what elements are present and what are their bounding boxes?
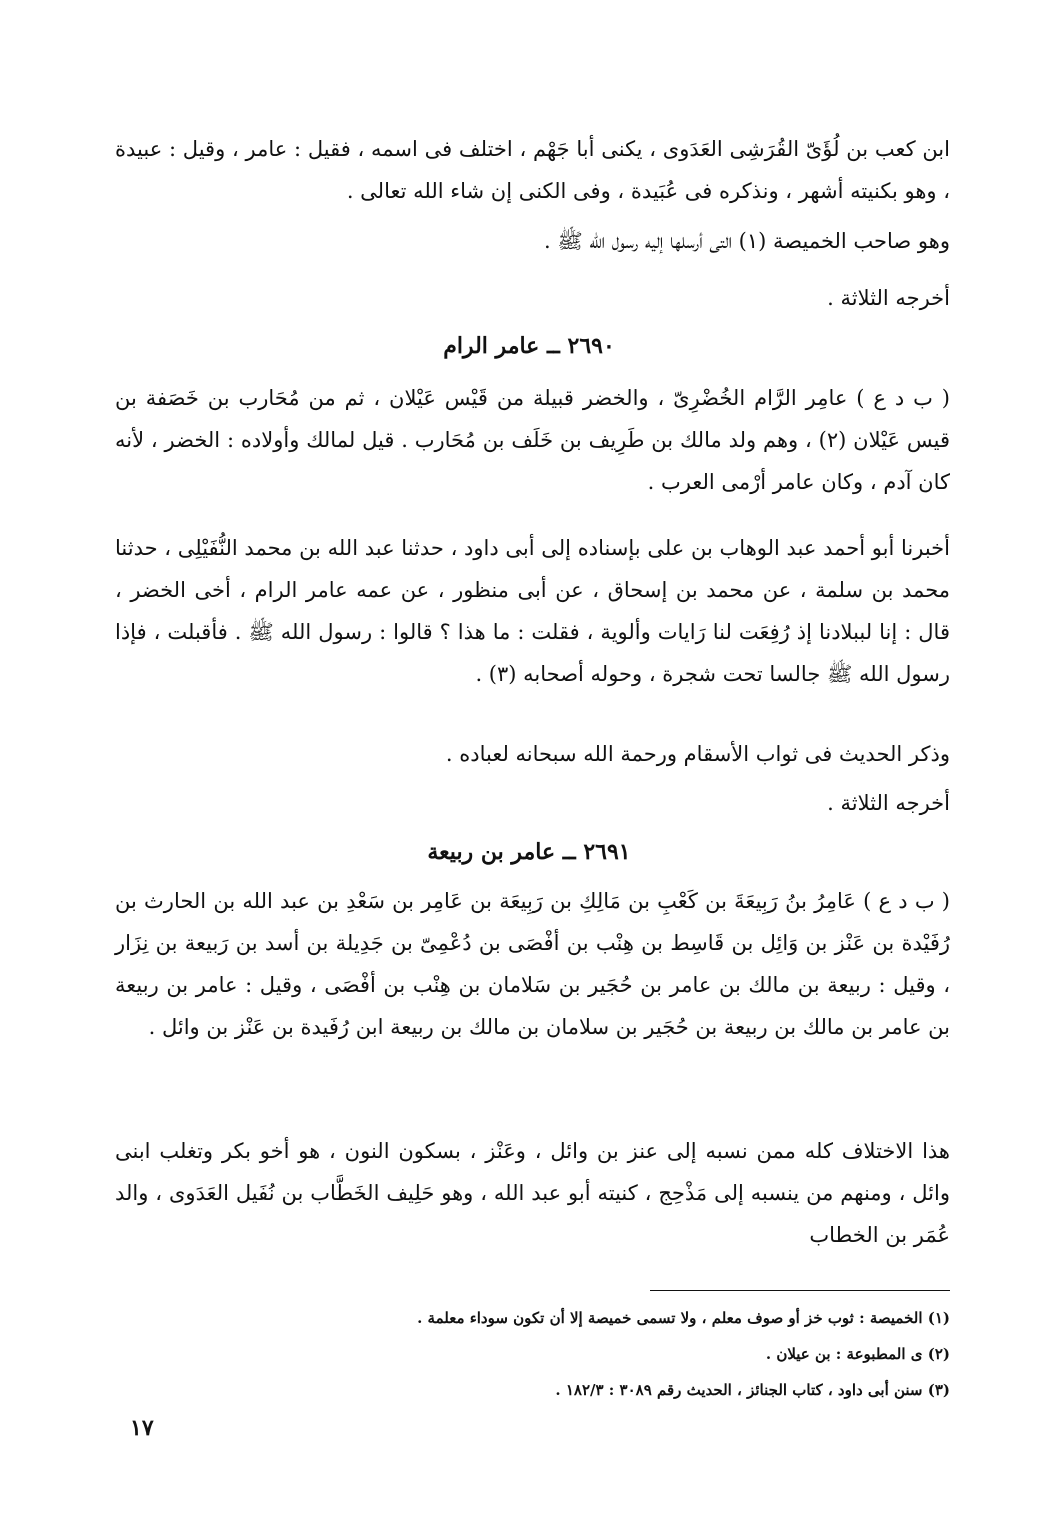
paragraph-amir-ibn-rabia-lineage: ( ب د ع ) عَامِرُ بنُ رَبِيعَةَ بن كَعْبِ بن مَالِكِ بن رَبِيعَة بن عَامِر بن سَعْدِ بن عبد الله بن الحارث بن رُفَيْدة بن عَنْز بن وَائِل بن قَاسِط بن هِنْب بن أفْصَى بن دُعْمِىّ بن جَدِيلة بن أسد بن رَبيعة بن نِزَار ، وقيل : ربيعة بن مالك بن عامر بن حُجَير بن سَلامان بن هِنْب بن أفْصَى ، وقيل : عامر بن ربيعة بن عامر بن مالك بن ربيعة بن حُجَير بن سلامان بن مالك بن ربيعة ابن رُفَيدة بن عَنْز بن وائل . bbox=[115, 889, 950, 1039]
entry-heading-2691: ٢٦٩١ ــ عامر بن ربيعة bbox=[427, 839, 631, 865]
paragraph-akhrajahu-2: أخرجه الثلاثة . bbox=[827, 791, 950, 815]
footnote-2: (٢) ى المطبوعة : بن عيلان . bbox=[765, 1345, 950, 1363]
paragraph-ikhtilaf: هذا الاختلاف كله ممن نسبه إلى عنز بن وائل ، وعَنْز ، بسكون النون ، هو أخو بكر وتغلب ابنى وائل ، ومنهم من ينسبه إلى مَذْحِج ، كنيته أبو عبد الله ، وهو حَلِيف الخَطَّاب بن نُفَيل العَدَوى ، والد عُمَر بن الخطاب bbox=[115, 1139, 950, 1247]
footnote-3: (٣) سنن أبى داود ، كتاب الجنائز ، الحديث رقم ٣٠٨٩ : ١٨٢/٣ . bbox=[555, 1381, 950, 1399]
footnote-1: (١) الخميصة : ثوب خز أو صوف معلم ، ولا تسمى خميصة إلا أن تكون سوداء معلمة . bbox=[417, 1309, 950, 1327]
paragraph-hadith-mention: وذكر الحديث فى ثواب الأسقام ورحمة الله سبحانه لعباده . bbox=[445, 742, 950, 766]
page-number: ١٧ bbox=[130, 1415, 154, 1441]
entry-heading-2690: ٢٦٩٠ ــ عامر الرام bbox=[443, 333, 615, 359]
paragraph-akhrajahu-1: أخرجه الثلاثة . bbox=[827, 286, 950, 310]
paragraph-amir-alram-lineage: ( ب د ع ) عامِر الرَّام الخُضْرِىّ ، والخضر قبيلة من قَيْس عَيْلان ، ثم من مُحَارب بن خَصَفة بن قيس عَيْلان (٢) ، وهم ولد مالك بن طَرِيف بن خَلَف بن مُحَارب . قيل لمالك وأولاده : الخضر ، لأنه كان آدم ، وكان عامر أرْمى العرب . bbox=[115, 386, 950, 494]
paragraph-hadith-isnad: أخبرنا أبو أحمد عبد الوهاب بن على بإسناده إلى أبى داود ، حدثنا عبد الله بن محمد النُّفَيْلِى ، حدثنا محمد بن سلمة ، عن محمد بن إسحاق ، عن أبى منظور ، عن عمه عامر الرام ، أخى الخضر ، قال : إنا لببلادنا إذ رُفِعَت لنا رَايات وألوية ، فقلت : ما هذا ؟ قالوا : رسول الله ﷺ . فأقبلت ، فإذا رسول الله ﷺ جالسا تحت شجرة ، وحوله أصحابه (٣) . bbox=[115, 536, 950, 686]
paragraph-intro: ابن كعب بن لُؤَىّ القُرَشِى العَدَوى ، يكنى أبا جَهْم ، اختلف فى اسمه ، فقيل : عامر ، وقيل : عبيدة ، وهو بكنيته أشهر ، ونذكره فى عُبَيدة ، وفى الكنى إن شاء الله تعالى . bbox=[115, 137, 950, 203]
paragraph-khamisa: وهو صاحب الخميصة (١) التى أرسلها إليه رسول الله ﷺ . bbox=[543, 229, 950, 253]
footnote-divider bbox=[650, 1290, 950, 1291]
